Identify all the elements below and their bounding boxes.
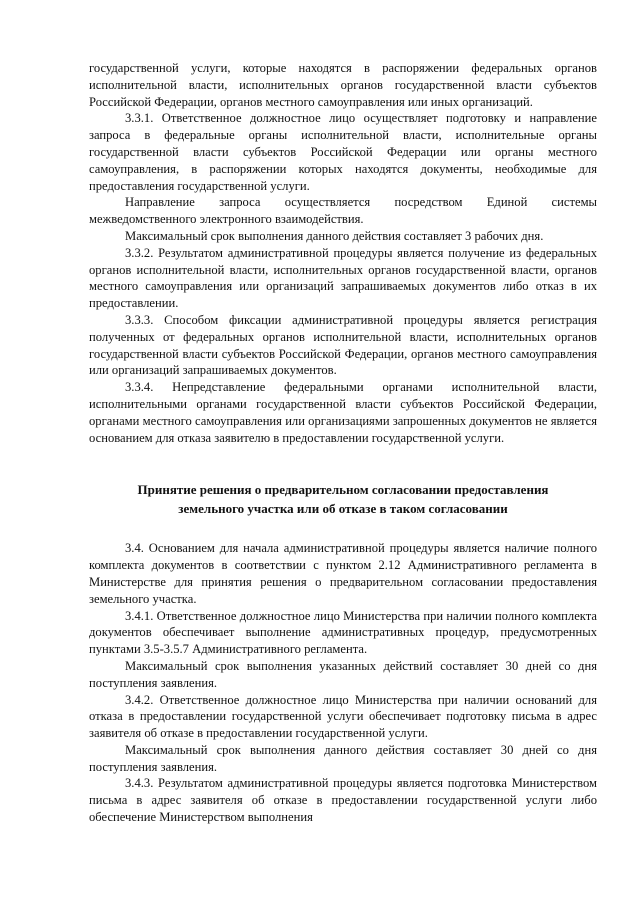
paragraph-3-3-4: 3.3.4. Непредставление федеральными органами исполнительной власти, исполнительными органами государственной власти субъектов Российской Федерации, органами местного самоуправления или организациями запрошенных документов не является основанием для отказа заявителю в предоставлении государственной услуги. [89,380,597,445]
section-heading-line-2: земельного участка или об отказе в таком согласовании [178,501,508,517]
paragraph-continuation: государственной услуги, которые находятся в распоряжении федеральных органов исполнительной власти, исполнительных органов государственной власти субъектов Российской Федерации, органов местного самоуправления или иных организаций. [89,61,597,109]
paragraph-max-term-30-days-1: Максимальный срок выполнения указанных действий составляет 30 дней со дня поступления заявления. [89,658,597,690]
section-heading [89,480,597,518]
paragraph-3-4-3: 3.4.3. Результатом административной процедуры является подготовка Министерством письма в адрес заявителя об отказе в предоставлении государственной услуги либо обеспечение Министерством выполнения [89,776,597,825]
paragraph-3-4-1: 3.4.1. Ответственное должностное лицо Министерства при наличии полного комплекта документов обеспечивает выполнение административных процедур, предусмотренных пунктами 3.5-3.5.7 Административного регламента. [89,608,597,657]
paragraph-max-term-3-days: Максимальный срок выполнения данного действия составляет 3 рабочих дня. [125,228,544,243]
paragraph-3-3-2: 3.3.2. Результатом административной процедуры является получение из федеральных органов исполнительной власти, исполнительных органов государственной власти, органов местного самоуправления или организаций запрашиваемых документов либо отказ в их предоставлении. [89,245,597,311]
paragraph-3-3-1: 3.3.1. Ответственное должностное лицо осуществляет подготовку и направление запроса в федеральные органы исполнительной власти, исполнительные органы государственной власти субъектов Российской Федерации или органы местного самоуправления, в распоряжении которых находятся документы, необходимые для предоставления государственной услуги. [89,111,597,193]
paragraph-3-4: 3.4. Основанием для начала административной процедуры является наличие полного комплекта документов в соответствии с пунктом 2.12 Административного регламента в Министерстве для принятия решения о предварительном согласовании предоставления земельного участка. [89,541,597,606]
paragraph-3-4-2: 3.4.2. Ответственное должностное лицо Министерства при наличии оснований для отказа в предоставлении государственной услуги обеспечивает подготовку письма в адрес заявителя об отказе в предоставлении государственной услуги. [89,692,597,741]
paragraph-3-3-3: 3.3.3. Способом фиксации административной процедуры является регистрация полученных от федеральных органов исполнительной власти, исполнительных органов государственной власти субъектов Российской Федерации, органов местного самоуправления или организаций запрашиваемых документов. [89,312,597,378]
section-heading-line-1: Принятие решения о предварительном согласовании предоставления [137,482,549,498]
document-body [89,60,597,826]
paragraph-max-term-30-days-2: Максимальный срок выполнения данного действия составляет 30 дней со дня поступления заявления. [89,742,597,774]
paragraph-request-direction: Направление запроса осуществляется посредством Единой системы межведомственного электронного взаимодействия. [89,195,597,227]
